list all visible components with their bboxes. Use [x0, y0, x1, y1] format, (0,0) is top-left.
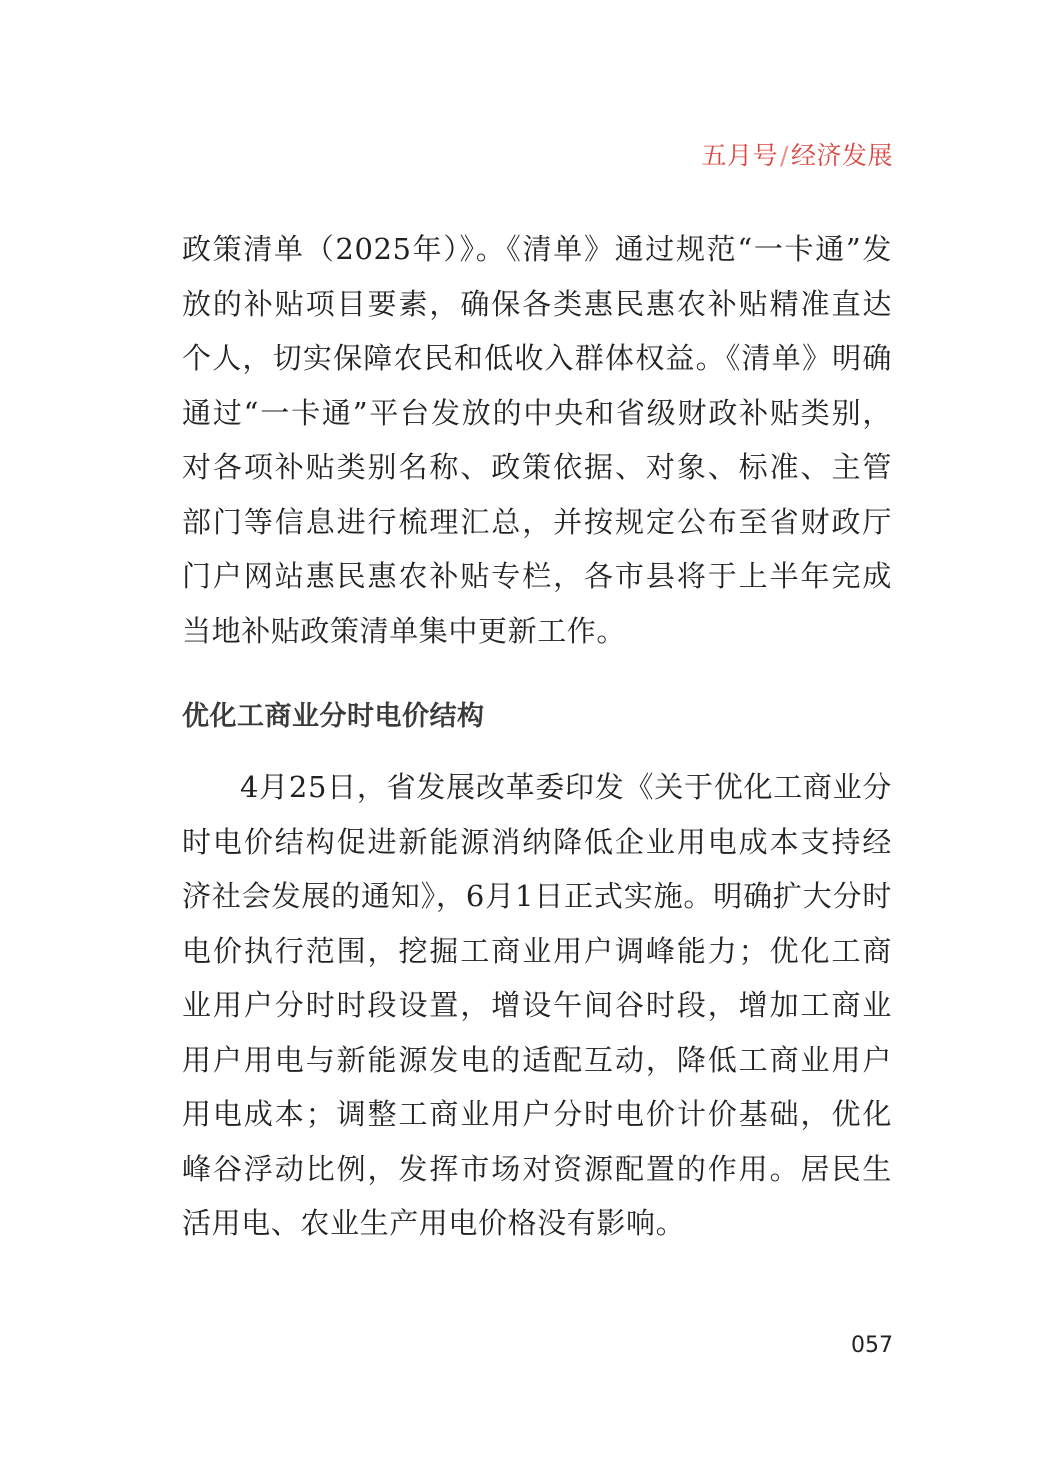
issue-label: 五月号: [701, 141, 779, 170]
section-label: 经济发展: [790, 141, 893, 170]
page-number: 057: [851, 1333, 893, 1358]
continued-article-text: [182, 222, 892, 658]
header-separator: /: [780, 141, 789, 170]
body-paragraph: 政策清单（2025年）》。《清单》通过规范“一卡通”发放的补贴项目要素，确保各类惠民惠农补贴精准直达个人，切实保障农民和低收入群体权益。《清单》明确通过“一卡通”平台发放的中央和省级财政补贴类别，对各项补贴类别名称、政策依据、对象、标准、主管部门等信息进行梳理汇总，并按规定公布至省财政厅门户网站惠民惠农补贴专栏，各市县将于上半年完成当地补贴政策清单集中更新工作。: [182, 232, 892, 648]
section-body: [182, 760, 892, 1251]
body-paragraph: 4月25日，省发展改革委印发《关于优化工商业分时电价结构促进新能源消纳降低企业用电成本支持经济社会发展的通知》，6月1日正式实施。明确扩大分时电价执行范围，挖掘工商业用户调峰能力；优化工商业用户分时时段设置，增设午间谷时段，增加工商业用户用电与新能源发电的适配互动，降低工商业用户用电成本；调整工商业用户分时电价计价基础，优化峰谷浮动比例，发挥市场对资源配置的作用。居民生活用电、农业生产用电价格没有影响。: [182, 770, 892, 1240]
section-heading: 优化工商业分时电价结构: [182, 701, 485, 732]
running-header: [702, 136, 893, 172]
